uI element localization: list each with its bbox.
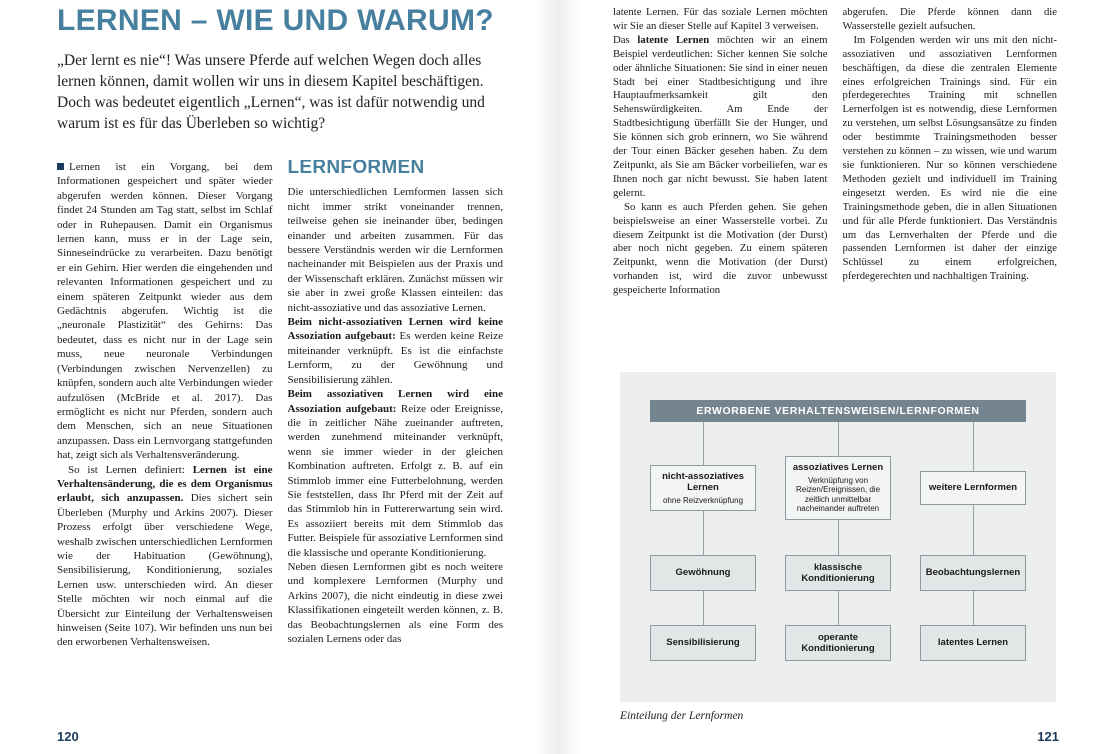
diagram-box-latentes-lernen: latentes Lernen	[920, 625, 1026, 661]
figure-caption: Einteilung der Lernformen	[620, 710, 744, 722]
text: Reize oder Ereignisse, die in zeitlicher Nähe zueinander auftreten, werden zunehmend miteinander verknüpft, wenn sie immer wieder in der gleichen Kombination auftreten. Erfolgt z. B. auf ein Stimmlob immer eine Futterbelohnung, werden Sie feststellen, dass Ihr Pferd mit der Zeit auf das Stimmlob hin in Futtererwartung sein wird. Es assoziiert bereits mit dem Stimmlob das Futter. Beispiele für assoziative Lernformen sind die klassische und operante Konditionierung.	[287, 402, 503, 559]
diagram-box-nicht-assoziatives-lernen	[650, 465, 756, 512]
section-heading: LERNFORMEN	[287, 160, 425, 178]
bold-text: Lernen ist eine Verhaltensänderung, die es dem Organismus erlaubt, sich anzupassen.	[57, 463, 273, 505]
text: So ist Lernen definiert:	[68, 463, 193, 476]
text-column-1	[57, 160, 273, 722]
diagram-box-weitere-lernformen	[920, 471, 1026, 505]
box-title: assoziatives Lernen	[792, 462, 884, 474]
paragraph	[843, 6, 1058, 34]
text: Die unterschiedlichen Lernformen lassen sich nicht immer strikt voneinander trennen, teilweise gehen sie ineinander über, bedingen einander und arbeiten zusammen. Für das bessere Verständnis werden wir die Lernformen nacheinander mit Beispielen aus der Praxis und der Wissenschaft erklären. Zunächst müssen wir sie aber in zwei große Klassen einteilen: das nicht-assoziative und das assoziative Lernen.	[287, 186, 503, 314]
figure	[620, 372, 1056, 722]
diagram-grid	[650, 446, 1026, 670]
chapter-intro: „Der lernt es nie“! Was unsere Pferde auf welchen Wegen doch alles lernen können, damit wollen wir uns in diesem Kapitel beschäftigen. Doch was bedeutet eigentlich „Lernen“, was ist dafür notwendig und warum ist es für das Überleben so wichtig?	[57, 52, 485, 132]
lernformen-diagram	[620, 372, 1056, 702]
diagram-box-assoziatives-lernen	[785, 456, 891, 520]
page-gutter-shadow	[535, 0, 581, 754]
diagram-box-gewoehnung: Gewöhnung	[650, 555, 756, 591]
box-title: nicht-assoziatives Lernen	[662, 470, 744, 494]
text: Im Folgenden werden wir uns mit den nicht-assoziativen und assoziativen Lernformen beschäftigen, da diese die zentralen Elemente eines erfolgreichen Trainings sind. Für ein pferdegerechtes Training mit schnellen Lernerfolgen ist es notwendig, diese Lernformen zu verstehen, um selbst Lösungsansätze zu finden oder bestimmte Trainingsmethoden besser verstehen zu können – zu wissen, wie und warum sie funktionieren. Nur so können verschiedene Methoden gezielt und individuell im Training eingesetzt werden. Es wird nie die eine Trainingsmethode geben, die in allen Situationen und für alle Pferde funktioniert. Das Verständnis um das Lernverhalten der Pferde und die passenden Lernformen ist daher der einzige Schlüssel zu einem erfolgreichen, pferdegerechten und nachhaltigen Training.	[842, 33, 1057, 283]
diagram-box-operante-konditionierung: operante Konditionierung	[785, 625, 891, 661]
paragraph	[843, 34, 1058, 284]
text-column-4	[843, 6, 1058, 366]
paragraph	[613, 201, 828, 298]
page-number-right: 121	[1037, 729, 1059, 744]
paragraph	[288, 185, 504, 315]
text: So kann es auch Pferden gehen. Sie gehen beispielsweise an einer Wasserstelle vorbei. Zu diesem Zeitpunkt ist die Motivation (der Durst) aber noch nicht gegeben. Zu einem späteren Zeitpunkt, wenn die Motivation (der Durst) vorhanden ist, wird die zuvor unbewusst gespeicherte Information	[613, 200, 828, 297]
chapter-title: LERNEN – WIE UND WARUM?	[57, 4, 494, 37]
paragraph	[288, 560, 504, 646]
text: Dies sichert sein Überleben (Murphy und Arkins 2007). Dieser Prozess erfolgt über verschiedene Wege, weshalb zwischen unterschiedlichen Lernformen wie der Habituation (Gewöhnung), Sensibilisierung, Konditionierung, soziales Lernen usw. unterschieden wird. An dieser Stelle möchten wir noch einmal auf die Übersicht zur Einteilung der Verhaltensweisen hinweisen (Seite 107). Wir befinden uns nun bei den erworbenen Verhaltensweisen.	[57, 492, 273, 649]
diagram-header: ERWORBENE VERHALTENSWEISEN/LERNFORMEN	[650, 400, 1026, 422]
text-column-2	[288, 160, 504, 722]
text: Das	[613, 33, 638, 46]
section-start-marker	[57, 163, 64, 170]
box-title: weitere Lernformen	[928, 482, 1018, 494]
paragraph	[288, 387, 504, 560]
paragraph	[57, 160, 273, 463]
text: Es werden keine Reize miteinander verknüpft. Es ist die einfachste Lernform, zu der Gewöhnung und Sensibilisierung zählen.	[287, 330, 503, 386]
box-subtitle: ohne Reizverknüpfung	[662, 495, 744, 505]
right-page-columns	[613, 6, 1057, 366]
text: möchten wir an einem Beispiel verdeutlichen: Sicher kennen Sie solche oder ähnliche Situationen: Sie sind in einer neuen Stadt bei einer Stadtbesichtigung und ihre Hauptaufmerksamkeit gilt den Sehenswürdigkeiten. Am Ende der Stadtbesichtigung überfällt Sie der Hunger, und Sie können sich grob erinnern, wo Sie während der Tour einen Bäcker gesehen haben. Zu dem Zeitpunkt, als Sie am Bäcker vorbeiliefen, war es Ihnen noch gar nicht bewusst. Sie haben latent gelernt.	[613, 33, 828, 199]
bold-text: Beim nicht-assoziativen Lernen wird keine Assoziation aufgebaut:	[287, 316, 503, 343]
page-number-left: 120	[57, 729, 79, 744]
diagram-box-klassische-konditionierung: klassische Konditionierung	[785, 555, 891, 591]
paragraph	[288, 315, 504, 387]
text: Neben diesen Lernformen gibt es noch weitere und komplexere Lernformen (Murphy und Arkins 2007), die nicht eindeutig in diese zwei Klassifikationen eingeteilt werden können, z. B. das Beobachtungslernen als eine Form des sozialen Lernens oder das	[287, 560, 503, 645]
box-subtitle: Verknüpfung von Reizen/Ereignissen, die zeitlich unmittelbar nacheinander auftreten	[795, 475, 881, 514]
diagram-box-sensibilisierung: Sensibilisierung	[650, 625, 756, 661]
bold-text: Beim assoziativen Lernen wird eine Assoziation aufgebaut:	[287, 388, 503, 415]
text: abgerufen. Die Pferde können dann die Wasserstelle gezielt aufsuchen.	[842, 6, 1057, 32]
bold-text: latente Lernen	[637, 33, 710, 46]
text-column-3	[613, 6, 828, 366]
paragraph	[613, 6, 828, 34]
paragraph	[613, 34, 828, 201]
paragraph	[57, 463, 273, 650]
text: latente Lernen. Für das soziale Lernen möchten wir Sie an dieser Stelle auf Kapitel 3 verweisen.	[613, 6, 828, 32]
text: Lernen ist ein Vorgang, bei dem Informationen gespeichert und später wieder abgerufen werden können. Dieser Vorgang findet 24 Stunden am Tag statt, selbst im Schlaf oder in Ruhepausen. Damit ein Organismus lernen kann, muss er in der Lage sein, Sinneseindrücke zu verarbeiten. Dazu benötigt er ein Gehirn. Hier werden die eingehenden und relevanten Informationen gespeichert und zu einem späteren Zeitpunkt wieder aus dem Gedächtnis abgerufen. Wichtig ist die „neuronale Plastizität“ des Gehirns: Das bedeutet, dass es nicht nur in der Lage sein muss, neue neuronale Verbindungen (Verbindungen zwischen Nervenzellen) zu knüpfen, sondern auch alte Verbindungen wieder aufzulösen (McBride et al. 2017). Das ermöglicht es nicht nur Pferden, sondern auch dem Menschen, sich an neue Situationen anzupassen. Dass ein Lernvorgang stattgefunden hat, zeigt sich als Verhaltensveränderung.	[57, 161, 273, 462]
diagram-box-beobachtungslernen: Beobachtungslernen	[920, 555, 1026, 591]
left-page-columns	[57, 160, 503, 722]
